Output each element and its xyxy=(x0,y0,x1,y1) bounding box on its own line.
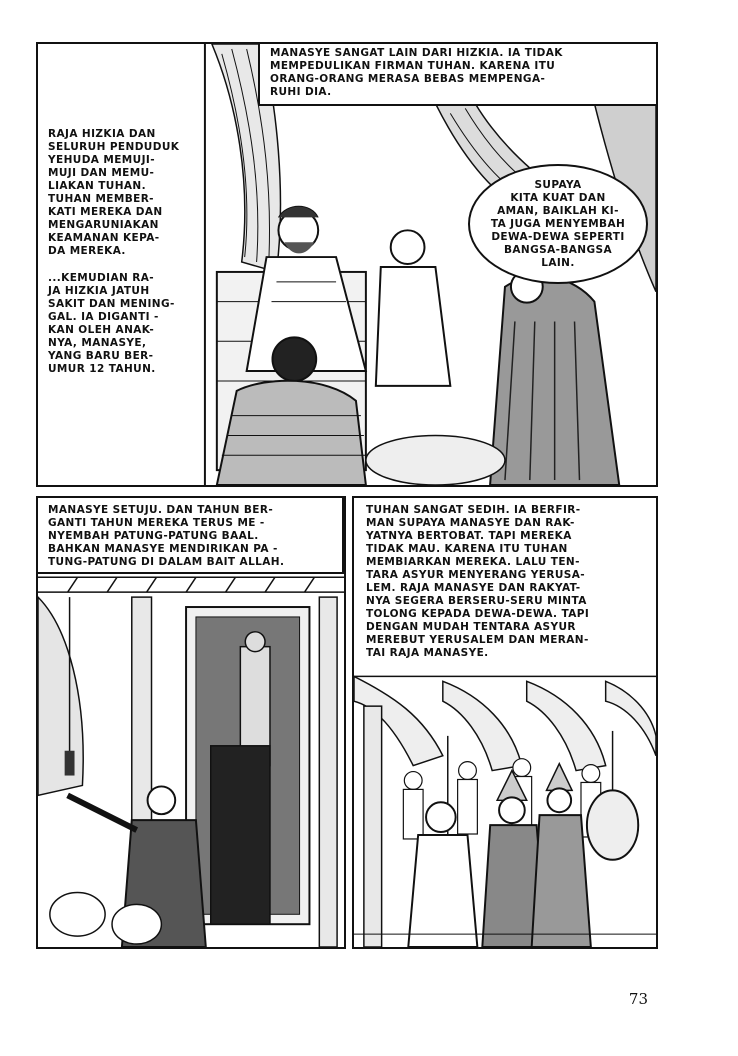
narration-left-2: ...KEMUDIAN RA- JA HIZKIA JATUH SAKIT DAN MENING- GAL. IA DIGANTI - KAN OLEH ANAK- NYA, MANASYE, YANG BARU BER- UMUR 12 TAHUN. xyxy=(48,272,198,376)
panel-throne-room xyxy=(36,42,658,487)
speech-bubble-advisor: SUPAYA KITA KUAT DAN AMAN, BAIKLAH KI- TA JUGA MENYEMBAH DEWA-DEWA SEPERTI BANGSA-BANGSA LAIN. xyxy=(468,164,648,284)
narration-temple: MANASYE SETUJU. DAN TAHUN BER- GANTI TAHUN MEREKA TERUS ME - NYEMBAH PATUNG-PATUNG BAAL. BAHKAN MANASYE MENDIRIKAN PA - TUNG-PATUNG DI DALAM BAIT ALLAH. xyxy=(38,498,344,574)
narration-top: MANASYE SANGAT LAIN DARI HIZKIA. IA TIDAK MEMPEDULIKAN FIRMAN TUHAN. KARENA ITU ORANG-ORANG MERASA BEBAS MEMPENGA- RUHI DIA. xyxy=(258,42,658,106)
narration-assyria: TUHAN SANGAT SEDIH. IA BERFIR- MAN SUPAYA MANASYE DAN RAK- YATNYA BERTOBAT. TAPI MEREKA TIDAK MAU. KARENA ITU TUHAN MEMBIARKAN MEREKA. LALU TEN- TARA ASYUR MENYERANG YERUSA- LEM. RAJA MANASYE DAN RAKYAT- NYA SEGERA BERSERU-SERU MINTA TOLONG KEPADA DEWA-DEWA. TAPI DENGAN MUDAH TENTARA ASYUR MEREBUT YERUSALEM DAN MERAN- TAI RAJA MANASYE. xyxy=(354,498,656,666)
panel-assyrian-capture xyxy=(352,496,658,949)
panel-temple-idols xyxy=(36,496,346,949)
page-number: 73 xyxy=(628,990,648,1008)
narration-left-1: RAJA HIZKIA DAN SELURUH PENDUDUK YEHUDA MEMUJI- MUJI DAN MEMU- LIAKAN TUHAN. TUHAN MEMBER- KATI MEREKA DAN MENGARUNIAKAN KEAMANAN KEPA- DA MEREKA. xyxy=(48,128,198,258)
